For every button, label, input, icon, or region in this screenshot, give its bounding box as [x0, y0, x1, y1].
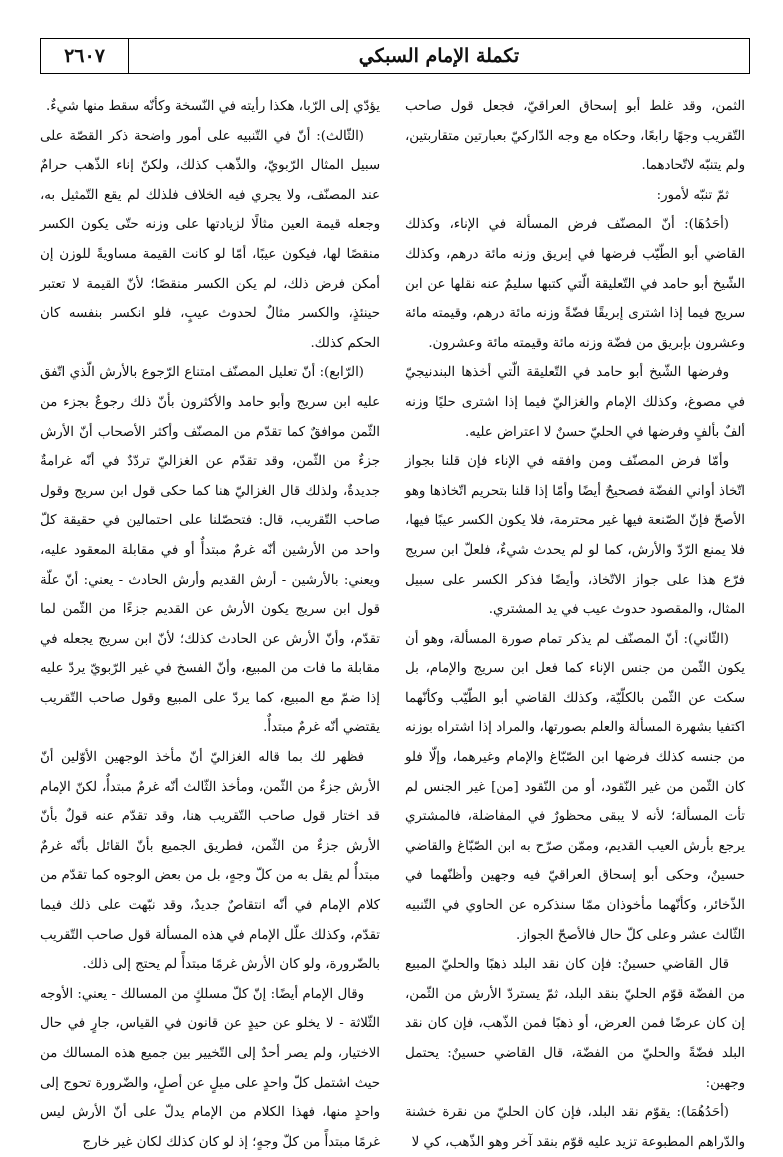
paragraph: وأمّا فرض المصنّف ومن وافقه في الإناء فإن قلنا بجواز اتّخاذ أواني الفضّة فصحيحٌ أيضًا وأمّا إذا قلنا بتحريم اتّخاذها وهو الأصحّ فإنّ الصّنعة فيها غير محترمة، فلا يكون الكسر عيبًا فيها، فلا يمنع الرّدّ والأرش، كما لو لم يحدث شيءٌ، فلعلّ ابن سريج فرّع هذا على جواز الاتّخاذ، وأيضًا فذكر الكسر على سبيل المثال، والمقصود حدوث عيب في يد المشتري. — [405, 454, 745, 618]
left-column — [40, 92, 380, 1150]
paragraph: (أحَدُهَا): أنّ المصنّف فرض المسألة في الإناء، وكذلك القاضي أبو الطّيّب فرضها في إبريق وزنه مائة درهم، وكذلك الشّيخ أبو حامد في التّعليقة الّتي كتبها سليمٌ عنه نقلها عن ابن سريج فيما إذا اشترى إبريقًا فضّةً وزنه مائة درهم، وقيمته مائة وعشرون بإبريق من فضّة وزنه مائة وقيمته مائة وعشرون. — [405, 217, 745, 351]
paragraph: (الثّالث): أنّ في التّنبيه على أمور واضحة ذكر القصّة على سبيل المثال الرّبويّ، والذّهب كذلك، ولكنّ إناء الذّهب حرامٌ عند المصنّف، ولا يجري فيه الخلاف فلذلك لم يقع التّمثيل به، وجعله قيمة العين مثالًا لزيادتها على وزنه حتّى يكون الكسر منقصًا لها، فيكون عيبًا، أمّا لو كانت القيمة مساويةً للوزن إن أمكن فرض ذلك، لم يكن الكسر منقصًا؛ لأنّ القيمة لا تعتبر حينئذٍ، والكسر مثالٌ لحدوث عيبٍ، فلو انكسر بنفسه كان الحكم كذلك. — [40, 128, 380, 351]
paragraph: (الثّاني): أنّ المصنّف لم يذكر تمام صورة المسألة، وهو أن يكون الثّمن من جنس الإناء كما فعل ابن سريج والإمام، بل سكت عن الثّمن بالكلّيّة، وكذلك القاضي أبو الطّيّب وكأنّهما اكتفيا بشهرة المسألة والعلم بصورتها، والمراد إذا اشتراه بوزنه من جنسه كذلك فرضها ابن الصّبّاغ والإمام وغيرهما، وإلّا فلو كان الثّمن من غير النّقود، أو من النّقود [من] غير الجنس لم تأت المسألة؛ لأنه لا يبقى محظورٌ في المفاضلة، فالمشتري يرجع بأرش العيب القديم، وممّن صرّح به ابن الصّبّاغ والقاضي حسينٌ، وحكى أبو إسحاق العراقيّ فيه وجهين وأظنّهما في الذّخائر، وكأنّهما مأخوذان ممّا سنذكره عن الحاوي في التّنبيه الثّالث عشر وعلى كلّ حال فالأصحّ الجواز. — [405, 631, 745, 943]
paragraph: فظهر لك بما قاله الغزاليّ أنّ مأخذ الوجهين الأوّلين أنّ الأرش جزءٌ من الثّمن، ومأخذ الثّالث أنّه غرمٌ مبتدأٌ، لكنّ الإمام قد اختار قول صاحب التّقريب هنا، وقد تقدّم عنه قولٌ بأنّ الأرش جزءٌ من الثّمن، فطريق الجميع بأنّ القائل بأنّه غرمٌ مبتدأٌ لم يقل به من كلّ وجهٍ، بل من بعض الوجوه كما تقدّم من كلام الإمام في أنّه انتقاصٌ جديدٌ، وقد نبّهت على ذلك فيما تقدّم، وكذلك علّل الإمام في هذه المسألة قول صاحب التّقريب بالضّرورة، ولو كان الأرش غرمًا مبتدأً لم يحتج إلى ذلك. — [40, 750, 380, 973]
paragraph: وفرضها الشّيخ أبو حامد في التّعليقة الّتي أخذها البندنيجيّ في مصوغ، وكذلك الإمام والغزاليّ فيما إذا اشترى حليًا وزنه ألفٌ بألفٍ وفرضها في الحليّ حسنٌ لا اعتراض عليه. — [405, 365, 745, 440]
page-header — [40, 38, 750, 74]
paragraph: (الرّابع): أنّ تعليل المصنّف امتناع الرّجوع بالأرش الّذي اتّفق عليه ابن سريج وأبو حامد والأكثرون بأنّ ذلك رجوعٌ بجزء من الثّمن موافقٌ كما تقدّم من المصنّف وأكثر الأصحاب أنّ الأرش جزءٌ من الثّمن، وقد تقدّم عن الغزاليّ تردّدٌ في أنّه غرامةٌ جديدةٌ، ولذلك قال الغزاليّ هنا كما حكى قول ابن سريج وقول صاحب التّقريب، قال: فتحصّلنا على احتمالين في حقيقة كلّ واحد من الأرشين أنّه غرمٌ مبتدأٌ أو في مقابلة المعقود عليه، ويعني: بالأرشين - أرش القديم وأرش الحادث - يعني: أنّ علّة قول ابن سريج يكون الأرش عن القديم جزءًا من الثّمن لما تقدّم، وأنّ الأرش عن الحادث كذلك؛ لأنّ ابن سريج يجعله في مقابلة ما فات من المبيع، وأنّ الفسخ في غير الرّبويّ يردّ عليه إذا ضمّ مع المبيع، كما يردّ على المبيع وقول صاحب التّقريب يقتضي أنّه غرمٌ مبتدأٌ. — [40, 365, 380, 736]
paragraph: وقال الإمام أيضًا: إنّ كلّ مسلكٍ من المسالك - يعني: الأوجه الثّلاثة - لا يخلو عن حيدٍ عن قانون في القياس، جارٍ في حال الاختيار، ولم يصر أحدٌ إلى التّخيير بين جميع هذه المسالك من حيث اشتمل كلّ واحدٍ على ميلٍ عن أصلٍ، والضّرورة تحوج إلى واحدٍ منها، فهذا الكلام من الإمام يدلّ على أنّ الأرش ليس غرمًا مبتدأً من كلّ وجهٍ؛ إذ لو كان كذلك لكان غير خارج — [40, 986, 380, 1150]
paragraph: يؤدّي إلى الرّبا، هكذا رأيته في النّسخة وكأنّه سقط منها شيءٌ. — [45, 99, 380, 114]
book-title: تكملة الإمام السبكي — [358, 45, 520, 67]
paragraph: الثمن، وقد غلط أبو إسحاق العراقيّ، فجعل قول صاحب التّقريب وجهًا رابعًا، وحكاه مع وجه الدّاركيّ بعبارتين متقاربتين، ولم يتنبّه لاتّحادهما. — [405, 99, 745, 174]
page-number: ٢٦٠٧ — [41, 39, 129, 73]
right-column — [405, 92, 745, 1150]
paragraph: قال القاضي حسينٌ: فإن كان نقد البلد ذهبًا والحليّ المبيع من الفضّة قوّم الحليّ بنقد البلد، ثمّ يستردّ الأرش من الثّمن، إن كان عرضًا فمن العرض، أو ذهبًا فمن الذّهب، فإن كان نقد البلد فضّةً والحليّ من الفضّة، قال القاضي حسينٌ: يحتمل وجهين: — [405, 957, 745, 1091]
paragraph: (أحَدُهُمَا): يقوّم نقد البلد، فإن كان الحليّ من نقرة خشنة والدّراهم المطبوعة تزيد عليه قوّم بنقد آخر وهو الذّهب، كي لا — [405, 1105, 745, 1150]
paragraph: ثمّ تنبّه لأمور: — [656, 187, 729, 203]
